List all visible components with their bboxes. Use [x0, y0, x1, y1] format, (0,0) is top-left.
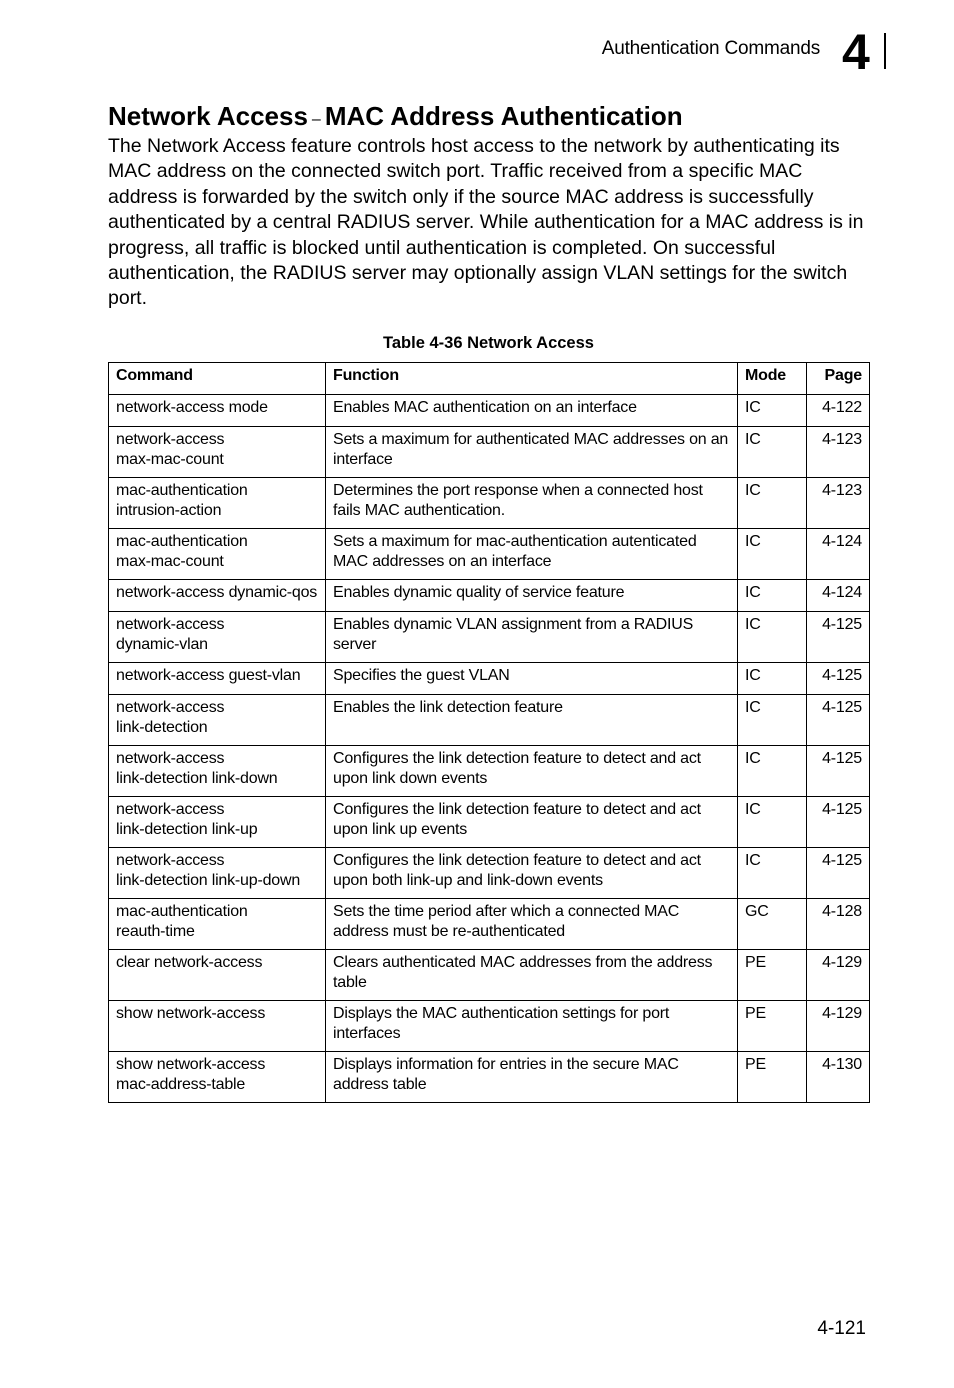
cell-command: network-access max-mac-count: [109, 427, 326, 478]
cell-page: 4-130: [807, 1052, 870, 1103]
cell-mode: IC: [738, 478, 807, 529]
cell-page: 4-123: [807, 478, 870, 529]
cell-command: network-access link-detection: [109, 695, 326, 746]
cell-function: Enables dynamic quality of service feature: [326, 580, 738, 612]
table-row: [109, 797, 870, 848]
cell-page: 4-124: [807, 529, 870, 580]
table-row: [109, 899, 870, 950]
cell-function: Clears authenticated MAC addresses from the address table: [326, 950, 738, 1001]
table-row: [109, 478, 870, 529]
table-row: [109, 1052, 870, 1103]
cell-mode: PE: [738, 1052, 807, 1103]
section-title: [108, 101, 683, 132]
cell-command: mac-authentication reauth-time: [109, 899, 326, 950]
cell-mode: IC: [738, 395, 807, 427]
cell-command: network-access link-detection link-down: [109, 746, 326, 797]
cell-command: network-access dynamic-qos: [109, 580, 326, 612]
cell-function: Configures the link detection feature to detect and act upon link up events: [326, 797, 738, 848]
cell-mode: GC: [738, 899, 807, 950]
cell-page: 4-124: [807, 580, 870, 612]
cell-page: 4-125: [807, 663, 870, 695]
cell-page: 4-123: [807, 427, 870, 478]
table-row: [109, 1001, 870, 1052]
cell-function: Configures the link detection feature to detect and act upon link down events: [326, 746, 738, 797]
cell-command: network-access mode: [109, 395, 326, 427]
cell-function: Determines the port response when a connected host fails MAC authentication.: [326, 478, 738, 529]
cell-mode: IC: [738, 612, 807, 663]
cell-page: 4-122: [807, 395, 870, 427]
cell-mode: IC: [738, 797, 807, 848]
cell-mode: IC: [738, 695, 807, 746]
table-row: [109, 663, 870, 695]
table-header-row: [109, 363, 870, 395]
cell-function: Displays the MAC authentication settings for port interfaces: [326, 1001, 738, 1052]
cell-function: Sets a maximum for mac-authentication autenticated MAC addresses on an interface: [326, 529, 738, 580]
cell-mode: IC: [738, 427, 807, 478]
cell-page: 4-129: [807, 950, 870, 1001]
cell-function: Displays information for entries in the secure MAC address table: [326, 1052, 738, 1103]
cell-page: 4-125: [807, 695, 870, 746]
cell-command: network-access link-detection link-up: [109, 797, 326, 848]
cell-function: Enables the link detection feature: [326, 695, 738, 746]
cell-mode: PE: [738, 1001, 807, 1052]
intro-paragraph: The Network Access feature controls host access to the network by authenticating its MAC address on the connected switch port. Traffic received from a specific MAC address is forwarded by the switch only if the source MAC address is successfully authenticated by a central RADIUS server. While authentication for a MAC address is in progress, all traffic is blocked until authentication is completed. On successful authentication, the RADIUS server may optionally assign VLAN settings for the switch port.: [108, 135, 864, 310]
cell-page: 4-129: [807, 1001, 870, 1052]
cell-mode: IC: [738, 848, 807, 899]
column-header-page: Page: [807, 363, 870, 395]
chapter-number: 4: [842, 24, 870, 80]
table-row: [109, 395, 870, 427]
table-row: [109, 529, 870, 580]
cell-mode: IC: [738, 746, 807, 797]
cell-function: Enables dynamic VLAN assignment from a RADIUS server: [326, 612, 738, 663]
cell-function: Enables MAC authentication on an interface: [326, 395, 738, 427]
table-row: [109, 848, 870, 899]
table-body: [109, 395, 870, 1103]
cell-function: Configures the link detection feature to detect and act upon both link-up and link-down events: [326, 848, 738, 899]
table-row: [109, 580, 870, 612]
table-row: [109, 612, 870, 663]
table-caption: Table 4-36 Network Access: [383, 334, 594, 352]
page-number: 4-121: [817, 1318, 866, 1339]
cell-command: show network-access mac-address-table: [109, 1052, 326, 1103]
cell-page: 4-125: [807, 612, 870, 663]
cell-function: Sets a maximum for authenticated MAC addresses on an interface: [326, 427, 738, 478]
cell-command: show network-access: [109, 1001, 326, 1052]
column-header-command: Command: [109, 363, 326, 395]
cell-mode: IC: [738, 580, 807, 612]
cell-mode: IC: [738, 529, 807, 580]
table-row: [109, 950, 870, 1001]
section-title-sub: MAC Address Authentication: [324, 101, 683, 131]
chapter-tab: [842, 24, 886, 80]
table-row: [109, 427, 870, 478]
cell-page: 4-125: [807, 848, 870, 899]
cell-function: Specifies the guest VLAN: [326, 663, 738, 695]
column-header-function: Function: [326, 363, 738, 395]
cell-page: 4-128: [807, 899, 870, 950]
cell-function: Sets the time period after which a connected MAC address must be re-authenticated: [326, 899, 738, 950]
table-row: [109, 695, 870, 746]
section-title-separator: –: [311, 111, 321, 128]
network-access-table: [108, 362, 870, 1103]
section-title-main: Network Access: [108, 101, 308, 131]
running-header-title: Authentication Commands: [601, 38, 820, 59]
cell-page: 4-125: [807, 746, 870, 797]
cell-command: clear network-access: [109, 950, 326, 1001]
cell-command: mac-authentication max-mac-count: [109, 529, 326, 580]
column-header-mode: Mode: [738, 363, 807, 395]
cell-command: network-access dynamic-vlan: [109, 612, 326, 663]
cell-command: network-access link-detection link-up-down: [109, 848, 326, 899]
cell-command: network-access guest-vlan: [109, 663, 326, 695]
cell-command: mac-authentication intrusion-action: [109, 478, 326, 529]
table-row: [109, 746, 870, 797]
cell-mode: IC: [738, 663, 807, 695]
cell-mode: PE: [738, 950, 807, 1001]
cell-page: 4-125: [807, 797, 870, 848]
